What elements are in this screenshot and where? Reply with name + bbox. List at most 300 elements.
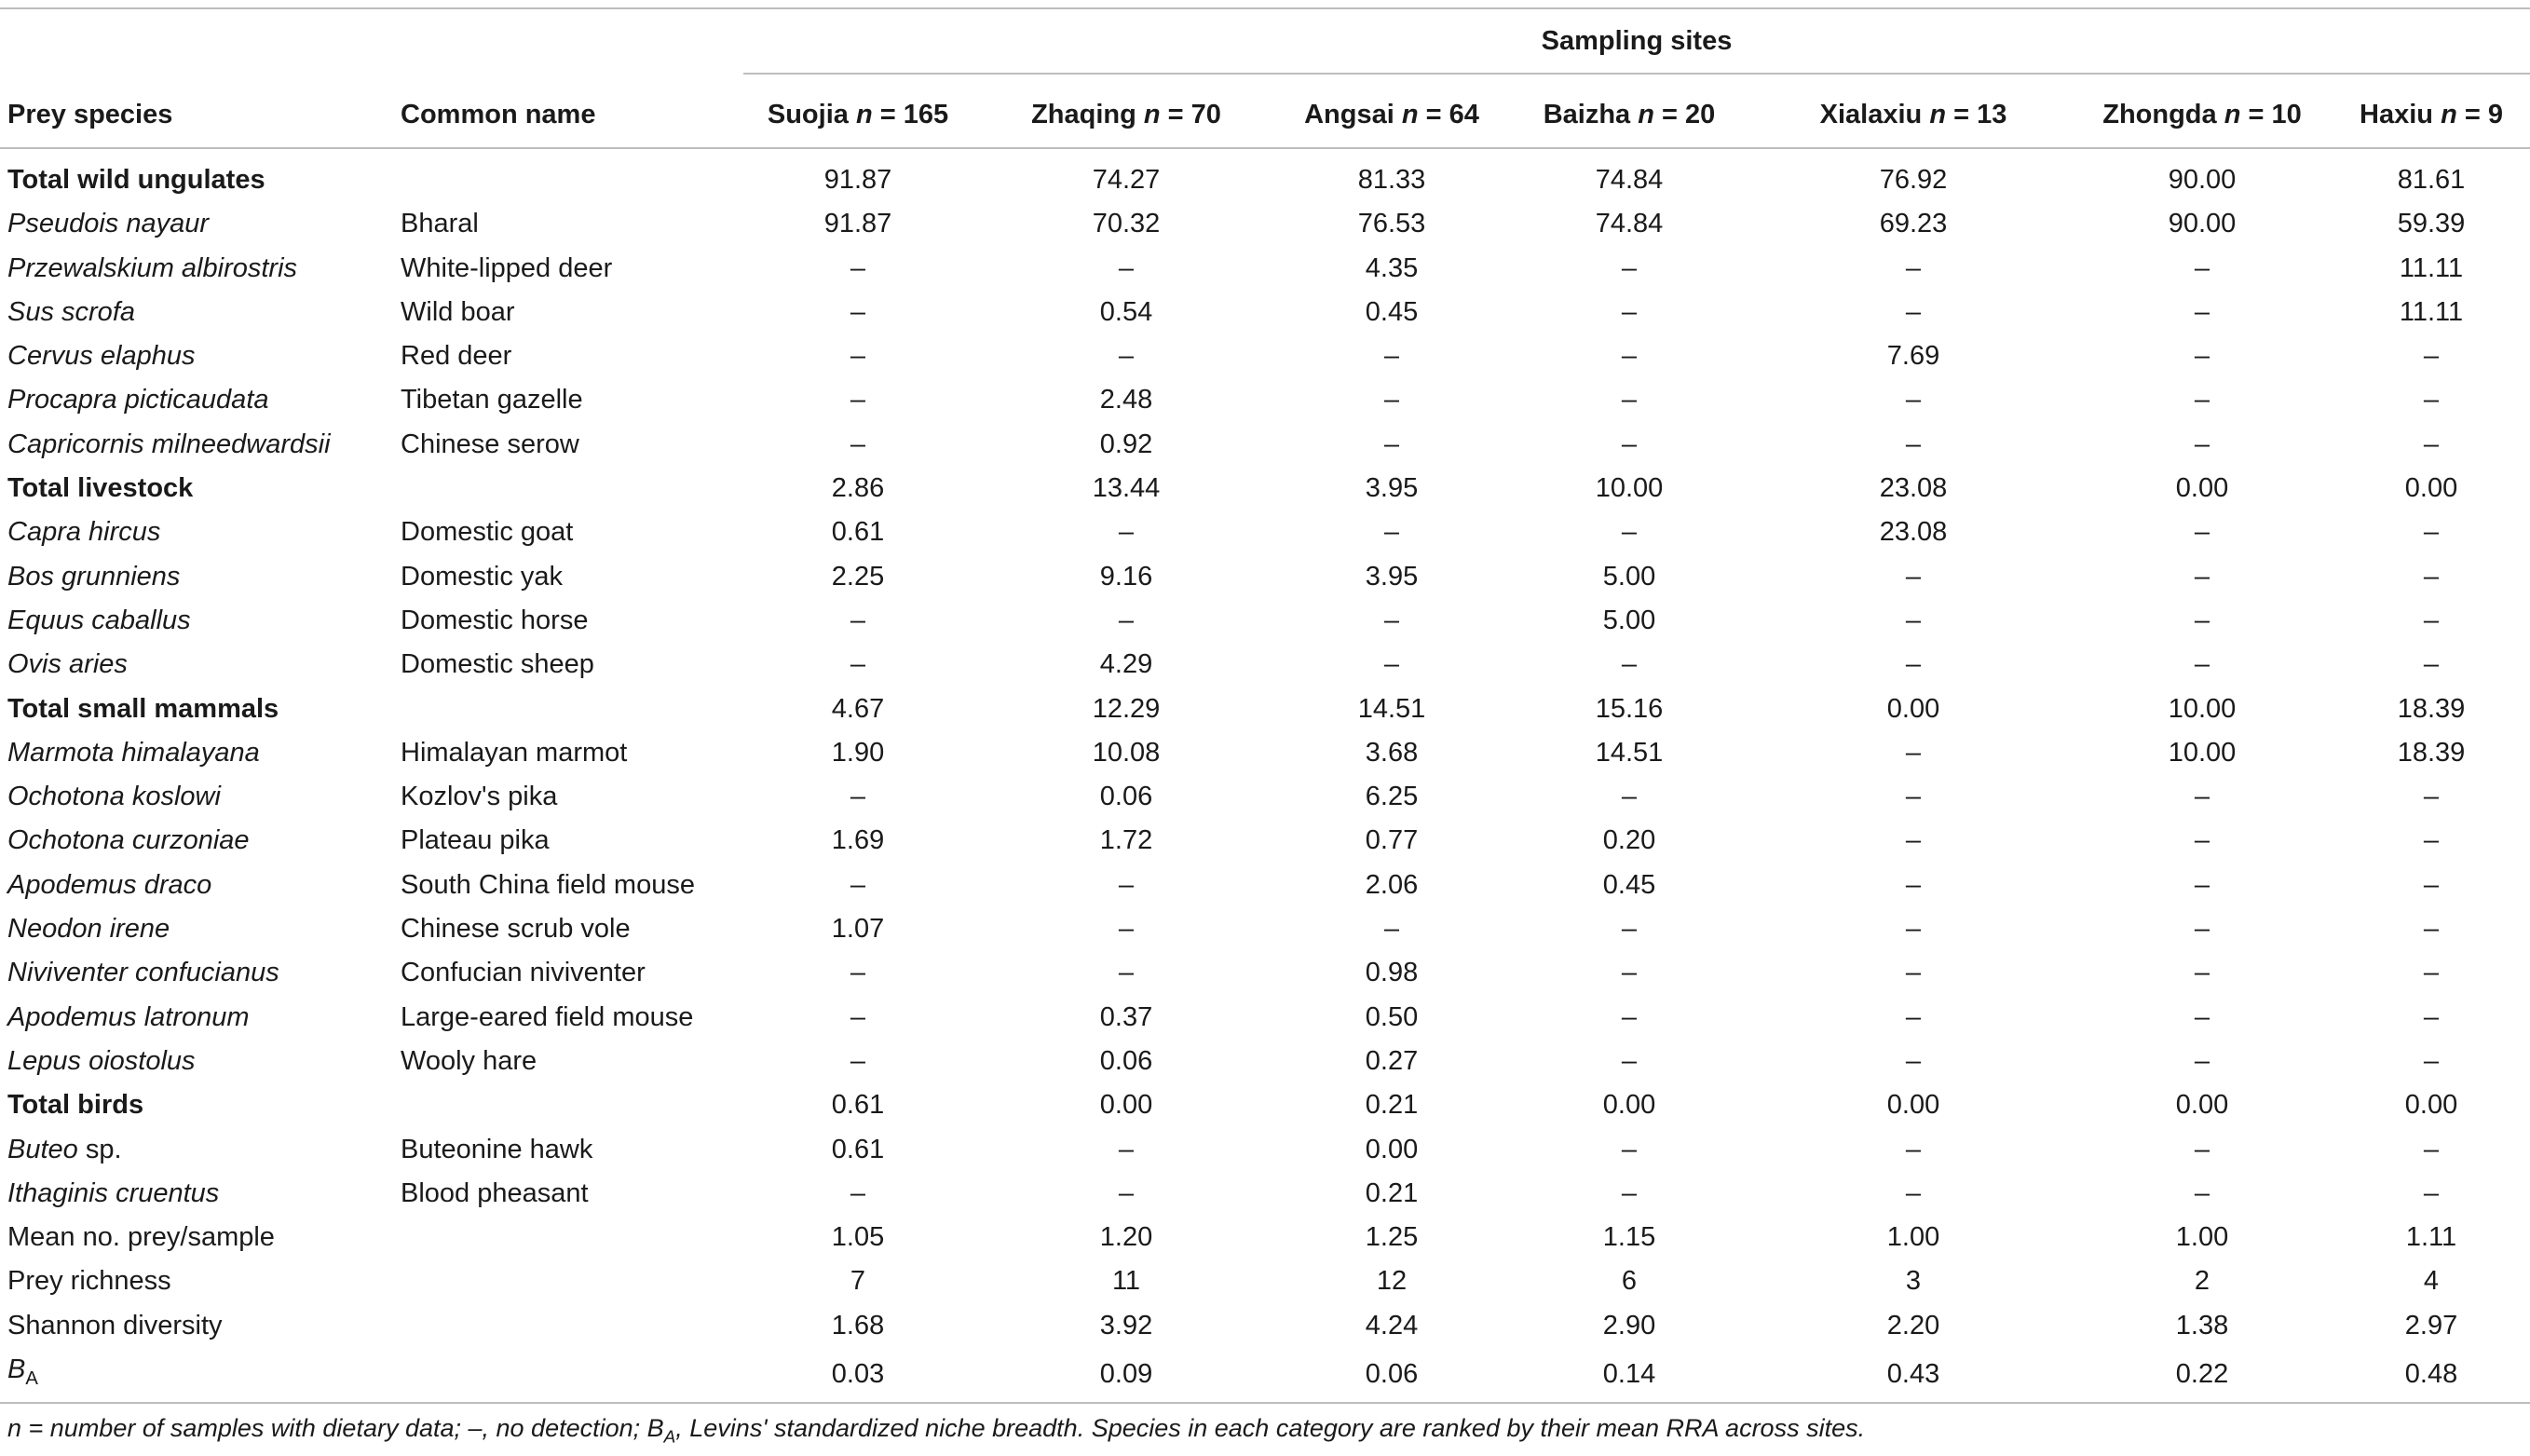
prey-species-cell: [0, 378, 401, 422]
value-cell-haxiu: 0.00: [2404, 1090, 2458, 1121]
site-name: Angsai: [1304, 99, 1394, 129]
prey-species-cell: [0, 555, 401, 599]
value-cell-zhaqing: –: [1118, 605, 1135, 635]
common-name-cell: [401, 467, 743, 510]
prey-species-label: Capricornis milneedwardsii: [7, 429, 331, 459]
value-cell-xialaxiu: 7.69: [1886, 341, 1940, 372]
value-cell-baizha: 6: [1621, 1266, 1638, 1297]
prey-species-label: Bos grunniens: [7, 561, 181, 592]
site-name: Zhongda: [2102, 99, 2217, 129]
species-suffix: sp.: [77, 1134, 122, 1164]
value-cell-angsai: 4.24: [1365, 1310, 1419, 1340]
site-sample-size: n = 13: [1929, 99, 2007, 129]
prey-species-label: Cervus elaphus: [7, 341, 196, 372]
value-cell-zhongda: –: [2194, 429, 2210, 459]
value-cell-zhongda: 0.22: [2175, 1358, 2229, 1389]
value-cell-haxiu: 18.39: [2397, 693, 2466, 724]
common-name-cell: Kozlov's pika: [401, 782, 558, 812]
value-cell-zhaqing: –: [1118, 914, 1135, 945]
col-site-angsai: [1280, 91, 1503, 138]
value-cell-suojia: –: [850, 1001, 866, 1032]
prey-species-label: Mean no. prey/sample: [7, 1222, 275, 1253]
common-name-cell: Tibetan gazelle: [401, 385, 583, 415]
prey-species-cell: [0, 423, 401, 467]
prey-species-cell: [0, 819, 401, 863]
top-rule: [0, 7, 2530, 9]
value-cell-zhaqing: 11: [1111, 1266, 1141, 1297]
prey-species-label: Procapra picticaudata: [7, 385, 269, 415]
prey-species-label: Apodemus draco: [7, 869, 212, 900]
value-cell-xialaxiu: –: [1905, 605, 1922, 635]
value-cell-zhaqing: –: [1118, 958, 1135, 988]
common-name-cell: Large-eared field mouse: [401, 1001, 694, 1032]
value-cell-baizha: –: [1621, 341, 1638, 372]
site-sample-size: n = 70: [1143, 99, 1221, 129]
site-name: Zhaqing: [1031, 99, 1136, 129]
value-cell-haxiu: –: [2423, 1177, 2440, 1208]
common-name-cell: [401, 1216, 743, 1259]
value-cell-zhaqing: –: [1118, 1177, 1135, 1208]
table-header: [0, 91, 2530, 138]
site-name: Haxiu: [2360, 99, 2433, 129]
prey-species-cell: [0, 1348, 401, 1401]
common-name-cell: [401, 687, 743, 731]
prey-species-cell: [0, 467, 401, 510]
value-cell-xialaxiu: 2.20: [1886, 1310, 1940, 1340]
prey-species-cell: [0, 291, 401, 334]
value-cell-angsai: 0.06: [1365, 1358, 1419, 1389]
value-cell-zhongda: –: [2194, 1001, 2210, 1032]
prey-species-label: Ochotona koslowi: [7, 782, 221, 812]
prey-species-cell: [0, 202, 401, 246]
value-cell-angsai: 0.27: [1365, 1045, 1419, 1076]
footnote-part2: , Levins' standardized niche breadth. Species in each category are ranked by their mean RRA across sites.: [675, 1414, 1866, 1442]
value-cell-xialaxiu: –: [1905, 252, 1922, 283]
value-cell-suojia: 0.61: [831, 1134, 885, 1164]
prey-species-cell: [0, 1040, 401, 1083]
value-cell-suojia: –: [850, 1045, 866, 1076]
table-row: [0, 599, 2530, 643]
table-row: [0, 731, 2530, 775]
prey-species-label: Ovis aries: [7, 649, 128, 680]
prey-species-label: Sus scrofa: [7, 296, 135, 327]
value-cell-suojia: –: [850, 869, 866, 900]
value-cell-zhongda: 0.00: [2175, 473, 2229, 504]
footnote-sub: A: [663, 1427, 676, 1448]
value-cell-zhaqing: 0.06: [1099, 1045, 1153, 1076]
value-cell-suojia: –: [850, 385, 866, 415]
value-cell-suojia: 1.90: [831, 737, 885, 768]
value-cell-angsai: 14.51: [1357, 693, 1426, 724]
common-name-cell: Red deer: [401, 341, 512, 372]
value-cell-angsai: 12: [1376, 1266, 1408, 1297]
site-sample-size: n = 165: [855, 99, 949, 129]
prey-species-cell: [0, 643, 401, 687]
value-cell-xialaxiu: –: [1905, 1001, 1922, 1032]
value-cell-baizha: –: [1621, 252, 1638, 283]
col-site-baizha: [1503, 91, 1755, 138]
value-cell-baizha: –: [1621, 517, 1638, 548]
value-cell-baizha: –: [1621, 385, 1638, 415]
site-sample-size: n = 20: [1638, 99, 1716, 129]
table-row: [0, 1172, 2530, 1216]
value-cell-haxiu: –: [2423, 1134, 2440, 1164]
value-cell-angsai: 0.45: [1365, 296, 1419, 327]
value-cell-baizha: –: [1621, 429, 1638, 459]
table-row: [0, 423, 2530, 467]
value-cell-xialaxiu: 23.08: [1879, 473, 1948, 504]
value-cell-haxiu: 81.61: [2397, 165, 2466, 195]
value-cell-zhongda: 1.00: [2175, 1222, 2229, 1253]
value-cell-haxiu: –: [2423, 1001, 2440, 1032]
value-cell-zhaqing: 0.37: [1099, 1001, 1153, 1032]
value-cell-xialaxiu: 69.23: [1879, 209, 1948, 239]
value-cell-angsai: 4.35: [1365, 252, 1419, 283]
value-cell-baizha: –: [1621, 914, 1638, 945]
value-cell-suojia: –: [850, 649, 866, 680]
table-row: [0, 819, 2530, 863]
value-cell-suojia: 0.61: [831, 517, 885, 548]
value-cell-zhaqing: 0.54: [1099, 296, 1153, 327]
table-row: [0, 996, 2530, 1040]
table-row: [0, 555, 2530, 599]
value-cell-haxiu: –: [2423, 782, 2440, 812]
value-cell-haxiu: –: [2423, 341, 2440, 372]
value-cell-baizha: 0.45: [1602, 869, 1656, 900]
value-cell-suojia: –: [850, 296, 866, 327]
table-row: [0, 1259, 2530, 1303]
prey-species-label: Lepus oiostolus: [7, 1045, 196, 1076]
species-subscript: A: [25, 1368, 38, 1389]
value-cell-angsai: 0.21: [1365, 1177, 1419, 1208]
site-name: Suojia: [767, 99, 849, 129]
value-cell-zhongda: –: [2194, 1134, 2210, 1164]
prey-species-cell: [0, 1259, 401, 1303]
value-cell-baizha: –: [1621, 1001, 1638, 1032]
prey-species-cell: [0, 1304, 401, 1348]
common-name-cell: Wooly hare: [401, 1045, 537, 1076]
value-cell-angsai: 0.77: [1365, 825, 1419, 856]
value-cell-haxiu: 4: [2423, 1266, 2440, 1297]
value-cell-angsai: –: [1383, 429, 1400, 459]
common-name-cell: [401, 158, 743, 202]
value-cell-suojia: –: [850, 429, 866, 459]
common-name-cell: Domestic sheep: [401, 649, 594, 680]
value-cell-xialaxiu: –: [1905, 1134, 1922, 1164]
value-cell-zhaqing: 12.29: [1092, 693, 1161, 724]
common-name-cell: Chinese scrub vole: [401, 914, 631, 945]
value-cell-haxiu: –: [2423, 1045, 2440, 1076]
value-cell-zhongda: –: [2194, 1177, 2210, 1208]
value-cell-haxiu: –: [2423, 605, 2440, 635]
value-cell-zhongda: –: [2194, 296, 2210, 327]
common-name-cell: South China field mouse: [401, 869, 695, 900]
table-row: [0, 378, 2530, 422]
prey-species-label: Equus caballus: [7, 605, 191, 635]
value-cell-angsai: 0.21: [1365, 1090, 1419, 1121]
table-row: [0, 864, 2530, 907]
value-cell-suojia: 1.68: [831, 1310, 885, 1340]
value-cell-baizha: 1.15: [1602, 1222, 1656, 1253]
prey-species-cell: [0, 599, 401, 643]
value-cell-xialaxiu: –: [1905, 737, 1922, 768]
value-cell-suojia: –: [850, 958, 866, 988]
value-cell-zhongda: –: [2194, 958, 2210, 988]
site-sample-size: n = 9: [2441, 99, 2503, 129]
table-row: [0, 1304, 2530, 1348]
value-cell-zhaqing: –: [1118, 869, 1135, 900]
common-name-cell: Domestic horse: [401, 605, 589, 635]
common-name-cell: White-lipped deer: [401, 252, 613, 283]
value-cell-angsai: –: [1383, 605, 1400, 635]
value-cell-baizha: –: [1621, 782, 1638, 812]
value-cell-zhaqing: 0.06: [1099, 782, 1153, 812]
value-cell-baizha: –: [1621, 1045, 1638, 1076]
value-cell-haxiu: 0.48: [2404, 1358, 2458, 1389]
value-cell-xialaxiu: –: [1905, 429, 1922, 459]
value-cell-xialaxiu: 0.00: [1886, 693, 1940, 724]
value-cell-zhaqing: 2.48: [1099, 385, 1153, 415]
value-cell-zhongda: –: [2194, 252, 2210, 283]
value-cell-suojia: –: [850, 1177, 866, 1208]
prey-species-label: Apodemus latronum: [7, 1001, 250, 1032]
value-cell-xialaxiu: –: [1905, 649, 1922, 680]
prey-species-cell: [0, 247, 401, 291]
table-row: [0, 907, 2530, 951]
value-cell-angsai: 1.25: [1365, 1222, 1419, 1253]
value-cell-zhaqing: –: [1118, 517, 1135, 548]
site-name: Baizha: [1543, 99, 1631, 129]
value-cell-zhongda: 90.00: [2168, 209, 2237, 239]
table-row: [0, 510, 2530, 554]
value-cell-zhaqing: 70.32: [1092, 209, 1161, 239]
value-cell-suojia: –: [850, 782, 866, 812]
value-cell-xialaxiu: –: [1905, 385, 1922, 415]
prey-species-label: Ochotona curzoniae: [7, 825, 250, 856]
value-cell-haxiu: –: [2423, 869, 2440, 900]
footnote-part1: n = number of samples with dietary data; –, no detection; B: [7, 1414, 664, 1442]
sites-rule: [743, 73, 2530, 75]
common-name-cell: [401, 1083, 743, 1127]
common-name-cell: Domestic goat: [401, 517, 574, 548]
value-cell-suojia: 0.03: [831, 1358, 885, 1389]
header-row: [0, 91, 2530, 138]
value-cell-zhongda: 90.00: [2168, 165, 2237, 195]
value-cell-zhongda: –: [2194, 341, 2210, 372]
value-cell-baizha: 74.84: [1595, 209, 1664, 239]
value-cell-xialaxiu: –: [1905, 296, 1922, 327]
common-name-cell: Buteonine hawk: [401, 1134, 593, 1164]
prey-species-label: Neodon irene: [7, 914, 170, 945]
value-cell-suojia: –: [850, 341, 866, 372]
value-cell-haxiu: –: [2423, 429, 2440, 459]
value-cell-haxiu: 11.11: [2399, 252, 2464, 283]
prey-species-cell: [0, 775, 401, 819]
value-cell-baizha: 74.84: [1595, 165, 1664, 195]
prey-species-label: Total birds: [7, 1090, 144, 1121]
common-name-cell: [401, 1348, 743, 1401]
common-name-cell: Blood pheasant: [401, 1177, 589, 1208]
prey-species-label: Total livestock: [7, 473, 194, 504]
prey-species-label: Prey richness: [7, 1266, 171, 1297]
value-cell-xialaxiu: –: [1905, 1177, 1922, 1208]
value-cell-baizha: 2.90: [1602, 1310, 1656, 1340]
prey-species-label: Niviventer confucianus: [7, 958, 279, 988]
col-common-name: Common name: [401, 99, 596, 129]
col-site-zhaqing: [973, 91, 1280, 138]
prey-species-cell: [0, 1172, 401, 1216]
value-cell-zhaqing: 0.92: [1099, 429, 1153, 459]
value-cell-angsai: 76.53: [1357, 209, 1426, 239]
prey-species-label: Total small mammals: [7, 693, 279, 724]
value-cell-xialaxiu: –: [1905, 561, 1922, 592]
value-cell-angsai: 3.95: [1365, 473, 1419, 504]
value-cell-zhaqing: 9.16: [1099, 561, 1153, 592]
table-row: [0, 247, 2530, 291]
site-sample-size: n = 10: [2224, 99, 2302, 129]
site-sample-size: n = 64: [1401, 99, 1479, 129]
value-cell-haxiu: –: [2423, 825, 2440, 856]
value-cell-xialaxiu: 1.00: [1886, 1222, 1940, 1253]
table-row: [0, 775, 2530, 819]
value-cell-zhaqing: 4.29: [1099, 649, 1153, 680]
value-cell-zhongda: 1.38: [2175, 1310, 2229, 1340]
value-cell-zhongda: –: [2194, 782, 2210, 812]
header-rule: [0, 147, 2530, 149]
value-cell-suojia: 7: [850, 1266, 866, 1297]
col-site-suojia: [743, 91, 973, 138]
category-total-row: [0, 158, 2530, 202]
prey-species-cell: [0, 1083, 401, 1127]
value-cell-haxiu: 1.11: [2405, 1222, 2457, 1253]
table-row: [0, 1040, 2530, 1083]
value-cell-angsai: 6.25: [1365, 782, 1419, 812]
value-cell-xialaxiu: –: [1905, 1045, 1922, 1076]
value-cell-zhongda: 10.00: [2168, 693, 2237, 724]
value-cell-haxiu: 0.00: [2404, 473, 2458, 504]
common-name-cell: [401, 1304, 743, 1348]
table-row: [0, 1216, 2530, 1259]
value-cell-angsai: 0.50: [1365, 1001, 1419, 1032]
value-cell-baizha: 15.16: [1595, 693, 1664, 724]
value-cell-xialaxiu: 23.08: [1879, 517, 1948, 548]
value-cell-zhongda: –: [2194, 649, 2210, 680]
value-cell-haxiu: –: [2423, 958, 2440, 988]
category-total-row: [0, 1083, 2530, 1127]
value-cell-zhongda: –: [2194, 385, 2210, 415]
common-name-cell: Confucian niviventer: [401, 958, 646, 988]
value-cell-xialaxiu: 0.43: [1886, 1358, 1940, 1389]
value-cell-suojia: 2.86: [831, 473, 885, 504]
value-cell-angsai: 2.06: [1365, 869, 1419, 900]
value-cell-xialaxiu: 3: [1905, 1266, 1922, 1297]
prey-species-cell: [0, 1216, 401, 1259]
value-cell-haxiu: 59.39: [2397, 209, 2466, 239]
common-name-cell: [401, 1259, 743, 1303]
value-cell-baizha: 0.14: [1602, 1358, 1656, 1389]
value-cell-xialaxiu: –: [1905, 782, 1922, 812]
prey-species-cell: [0, 864, 401, 907]
prey-species-cell: [0, 907, 401, 951]
value-cell-zhaqing: 1.20: [1099, 1222, 1153, 1253]
value-cell-haxiu: –: [2423, 517, 2440, 548]
common-name-cell: Wild boar: [401, 296, 515, 327]
value-cell-zhongda: 0.00: [2175, 1090, 2229, 1121]
value-cell-angsai: 3.95: [1365, 561, 1419, 592]
value-cell-baizha: 5.00: [1602, 605, 1656, 635]
value-cell-baizha: –: [1621, 296, 1638, 327]
value-cell-zhongda: –: [2194, 605, 2210, 635]
value-cell-angsai: –: [1383, 341, 1400, 372]
value-cell-xialaxiu: –: [1905, 869, 1922, 900]
value-cell-angsai: 0.98: [1365, 958, 1419, 988]
value-cell-zhaqing: –: [1118, 252, 1135, 283]
value-cell-zhongda: 10.00: [2168, 737, 2237, 768]
table-row: [0, 1348, 2530, 1401]
value-cell-suojia: 1.07: [831, 914, 885, 945]
prey-species-label: B: [7, 1354, 26, 1385]
value-cell-baizha: 14.51: [1595, 737, 1664, 768]
table-row: [0, 643, 2530, 687]
value-cell-angsai: –: [1383, 385, 1400, 415]
value-cell-xialaxiu: 0.00: [1886, 1090, 1940, 1121]
value-cell-xialaxiu: –: [1905, 958, 1922, 988]
value-cell-zhongda: –: [2194, 825, 2210, 856]
value-cell-baizha: –: [1621, 649, 1638, 680]
prey-species-cell: [0, 1128, 401, 1172]
value-cell-angsai: –: [1383, 914, 1400, 945]
value-cell-zhaqing: 74.27: [1092, 165, 1161, 195]
value-cell-angsai: 0.00: [1365, 1134, 1419, 1164]
value-cell-xialaxiu: –: [1905, 825, 1922, 856]
prey-species-cell: [0, 731, 401, 775]
value-cell-zhaqing: 3.92: [1099, 1310, 1153, 1340]
value-cell-suojia: 0.61: [831, 1090, 885, 1121]
site-name: Xialaxiu: [1819, 99, 1923, 129]
value-cell-zhaqing: 1.72: [1099, 825, 1153, 856]
common-name-cell: Chinese serow: [401, 429, 579, 459]
col-prey-species: Prey species: [7, 99, 173, 129]
prey-species-label: Buteo: [7, 1134, 78, 1164]
sampling-sites-label: Sampling sites: [1541, 26, 1733, 56]
value-cell-suojia: –: [850, 605, 866, 635]
value-cell-baizha: –: [1621, 958, 1638, 988]
value-cell-zhaqing: 0.09: [1099, 1358, 1153, 1389]
value-cell-baizha: 0.00: [1602, 1090, 1656, 1121]
prey-species-cell: [0, 510, 401, 554]
value-cell-suojia: –: [850, 252, 866, 283]
value-cell-angsai: 81.33: [1357, 165, 1426, 195]
table-row: [0, 291, 2530, 334]
table-row: [0, 334, 2530, 378]
prey-species-cell: [0, 996, 401, 1040]
value-cell-zhaqing: 13.44: [1092, 473, 1161, 504]
value-cell-zhaqing: –: [1118, 1134, 1135, 1164]
prey-species-label: Przewalskium albirostris: [7, 252, 298, 283]
value-cell-haxiu: –: [2423, 649, 2440, 680]
col-site-xialaxiu: [1755, 91, 2072, 138]
prey-species-label: Capra hircus: [7, 517, 161, 548]
value-cell-zhaqing: 10.08: [1092, 737, 1161, 768]
value-cell-baizha: 10.00: [1595, 473, 1664, 504]
prey-species-label: Total wild ungulates: [7, 165, 265, 195]
value-cell-suojia: 2.25: [831, 561, 885, 592]
value-cell-zhongda: –: [2194, 1045, 2210, 1076]
value-cell-suojia: 1.69: [831, 825, 885, 856]
prey-species-cell: [0, 158, 401, 202]
category-total-row: [0, 687, 2530, 731]
bottom-rule: [0, 1402, 2530, 1404]
